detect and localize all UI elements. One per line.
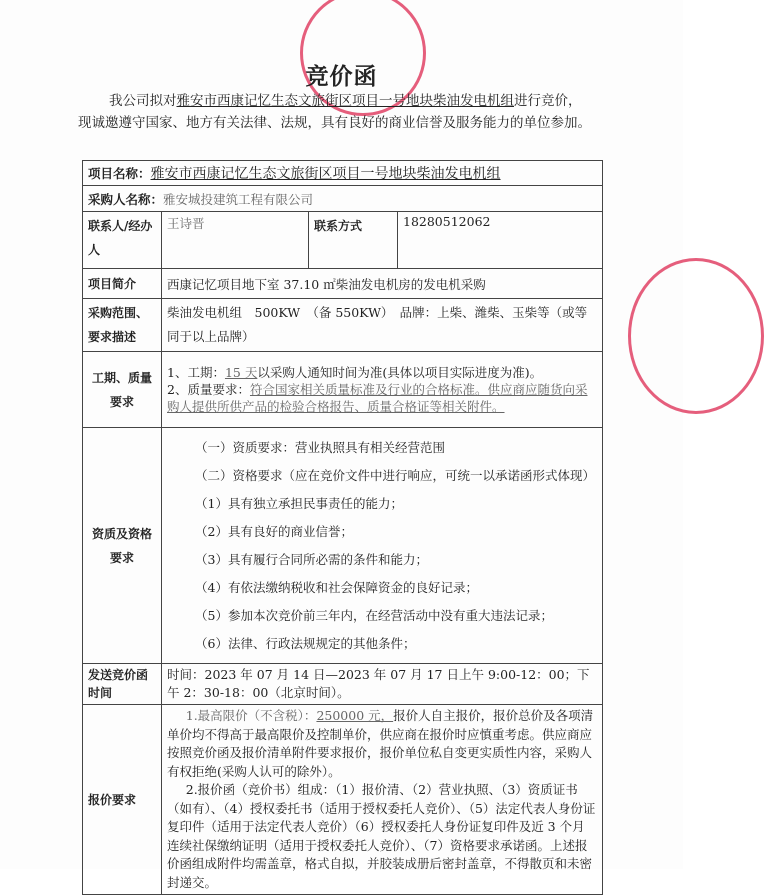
- list-item: （1）具有独立承担民事责任的能力；: [195, 495, 403, 511]
- days: 15 天: [224, 365, 258, 380]
- project-name: 雅安市西康记忆生态文旅街区项目一号地块柴油发电机组: [150, 166, 501, 182]
- list-item: （6）法律、行政法规规定的其他条件；: [195, 635, 416, 651]
- project-name-row: [83, 161, 603, 186]
- quote-requirements: [162, 705, 603, 895]
- scope: 柴油发电机组 500KW （备 550KW） 品牌：上柴、潍柴、玉柴等（或等同于以上品牌）: [162, 299, 603, 352]
- contact: 王诗晋: [162, 212, 309, 269]
- text: 2.报价函（竞价书）组成：（1）报价清、（2）营业执照、（3）资质证书（如有）、（4）授权委托书（适用于授权委托人竞价）、（5）法定代表人身份证复印件（适用于法定代表人竞价）（6）授权委托人身份证复印件及近 3 个月连续社保缴纳证明（适用于授权委托人竞价）、（7）资格要求承诺函。上述报价函组成附件均需盖章，格式自拟，并胶装成册后密封盖章，不得散页和未密封递交。: [167, 782, 596, 890]
- list-item: （2）具有良好的商业信誉；: [195, 523, 353, 539]
- intro-text: 我公司拟对: [109, 93, 177, 109]
- label: 联系方式: [309, 212, 398, 269]
- list-item: （3）具有履行合同所必需的条件和能力；: [195, 551, 428, 567]
- label: 项目名称：: [88, 166, 151, 181]
- bid-table: [82, 160, 603, 895]
- list-item: （4）有依法缴纳税收和社会保障资金的良好记录；: [195, 579, 478, 595]
- text: 报价人自主报价，报价总价及各项清单价均不得高于最高限价及控制单价，供应商在报价时应慎重考虑。供应商应按照竞价函及报价清单附件要求报价，报价单位私自变更实质性内容，采购人有权拒绝(采购人认可的除外）。: [167, 708, 594, 779]
- list-item: （一）资质要求：营业执照具有相关经营范围: [195, 439, 446, 455]
- phone: 18280512062: [398, 212, 603, 269]
- intro-paragraph: [78, 90, 612, 134]
- label: 资质及资格要求: [83, 428, 162, 664]
- label: 报价要求: [83, 705, 162, 895]
- price: 250000 元，: [316, 708, 394, 723]
- intro-text: 进行竞价，: [514, 93, 582, 109]
- intro-project: 雅安市西康记忆生态文旅街区项目一号地块柴油发电机组: [176, 93, 514, 109]
- list-item: （二）资格要求（应在竞价文件中进行响应，可统一以承诺函形式体现）: [195, 467, 596, 483]
- qualifications: [162, 428, 603, 664]
- text: 以采购人通知时间为准(具体以项目实际进度为准)。: [257, 365, 543, 380]
- label: 工期、质量要求: [83, 352, 162, 428]
- text: 2、质量要求：: [167, 382, 250, 397]
- company-seal-partial: [628, 258, 764, 414]
- summary: 西康记忆项目地下室 37.10 ㎡柴油发电机房的发电机采购: [162, 269, 603, 299]
- send-time: 时间：2023 年 07 月 14 日—2023 年 07 月 17 日上午 9:00-12：00；下午 2：30-18：00（北京时间）。: [162, 664, 603, 705]
- text: 1、工期：: [167, 365, 225, 380]
- buyer-row: [83, 186, 603, 212]
- buyer: 雅安城投建筑工程有限公司: [163, 191, 314, 207]
- label: 发送竞价函时间: [83, 664, 162, 705]
- label: 采购范围、要求描述: [83, 299, 162, 352]
- schedule: [162, 352, 603, 428]
- list-item: （5）参加本次竞价前三年内，在经营活动中没有重大违法记录；: [195, 607, 553, 623]
- label: 联系人/经办人: [83, 212, 162, 269]
- text: 1.最高限价（不含税）：: [185, 708, 317, 723]
- page-title: 竞价函: [305, 64, 378, 90]
- quality: 符合国家相关质量标准及行业的合格标准。供应商应随货向采购人提供所供产品的检验合格报告、质量合格证等相关附件。: [167, 382, 588, 414]
- intro-text: 现诚邀遵守国家、地方有关法律、法规，具有良好的商业信誉及服务能力的单位参加。: [78, 115, 591, 131]
- label: 项目简介: [83, 269, 162, 299]
- label: 采购人名称：: [88, 191, 164, 207]
